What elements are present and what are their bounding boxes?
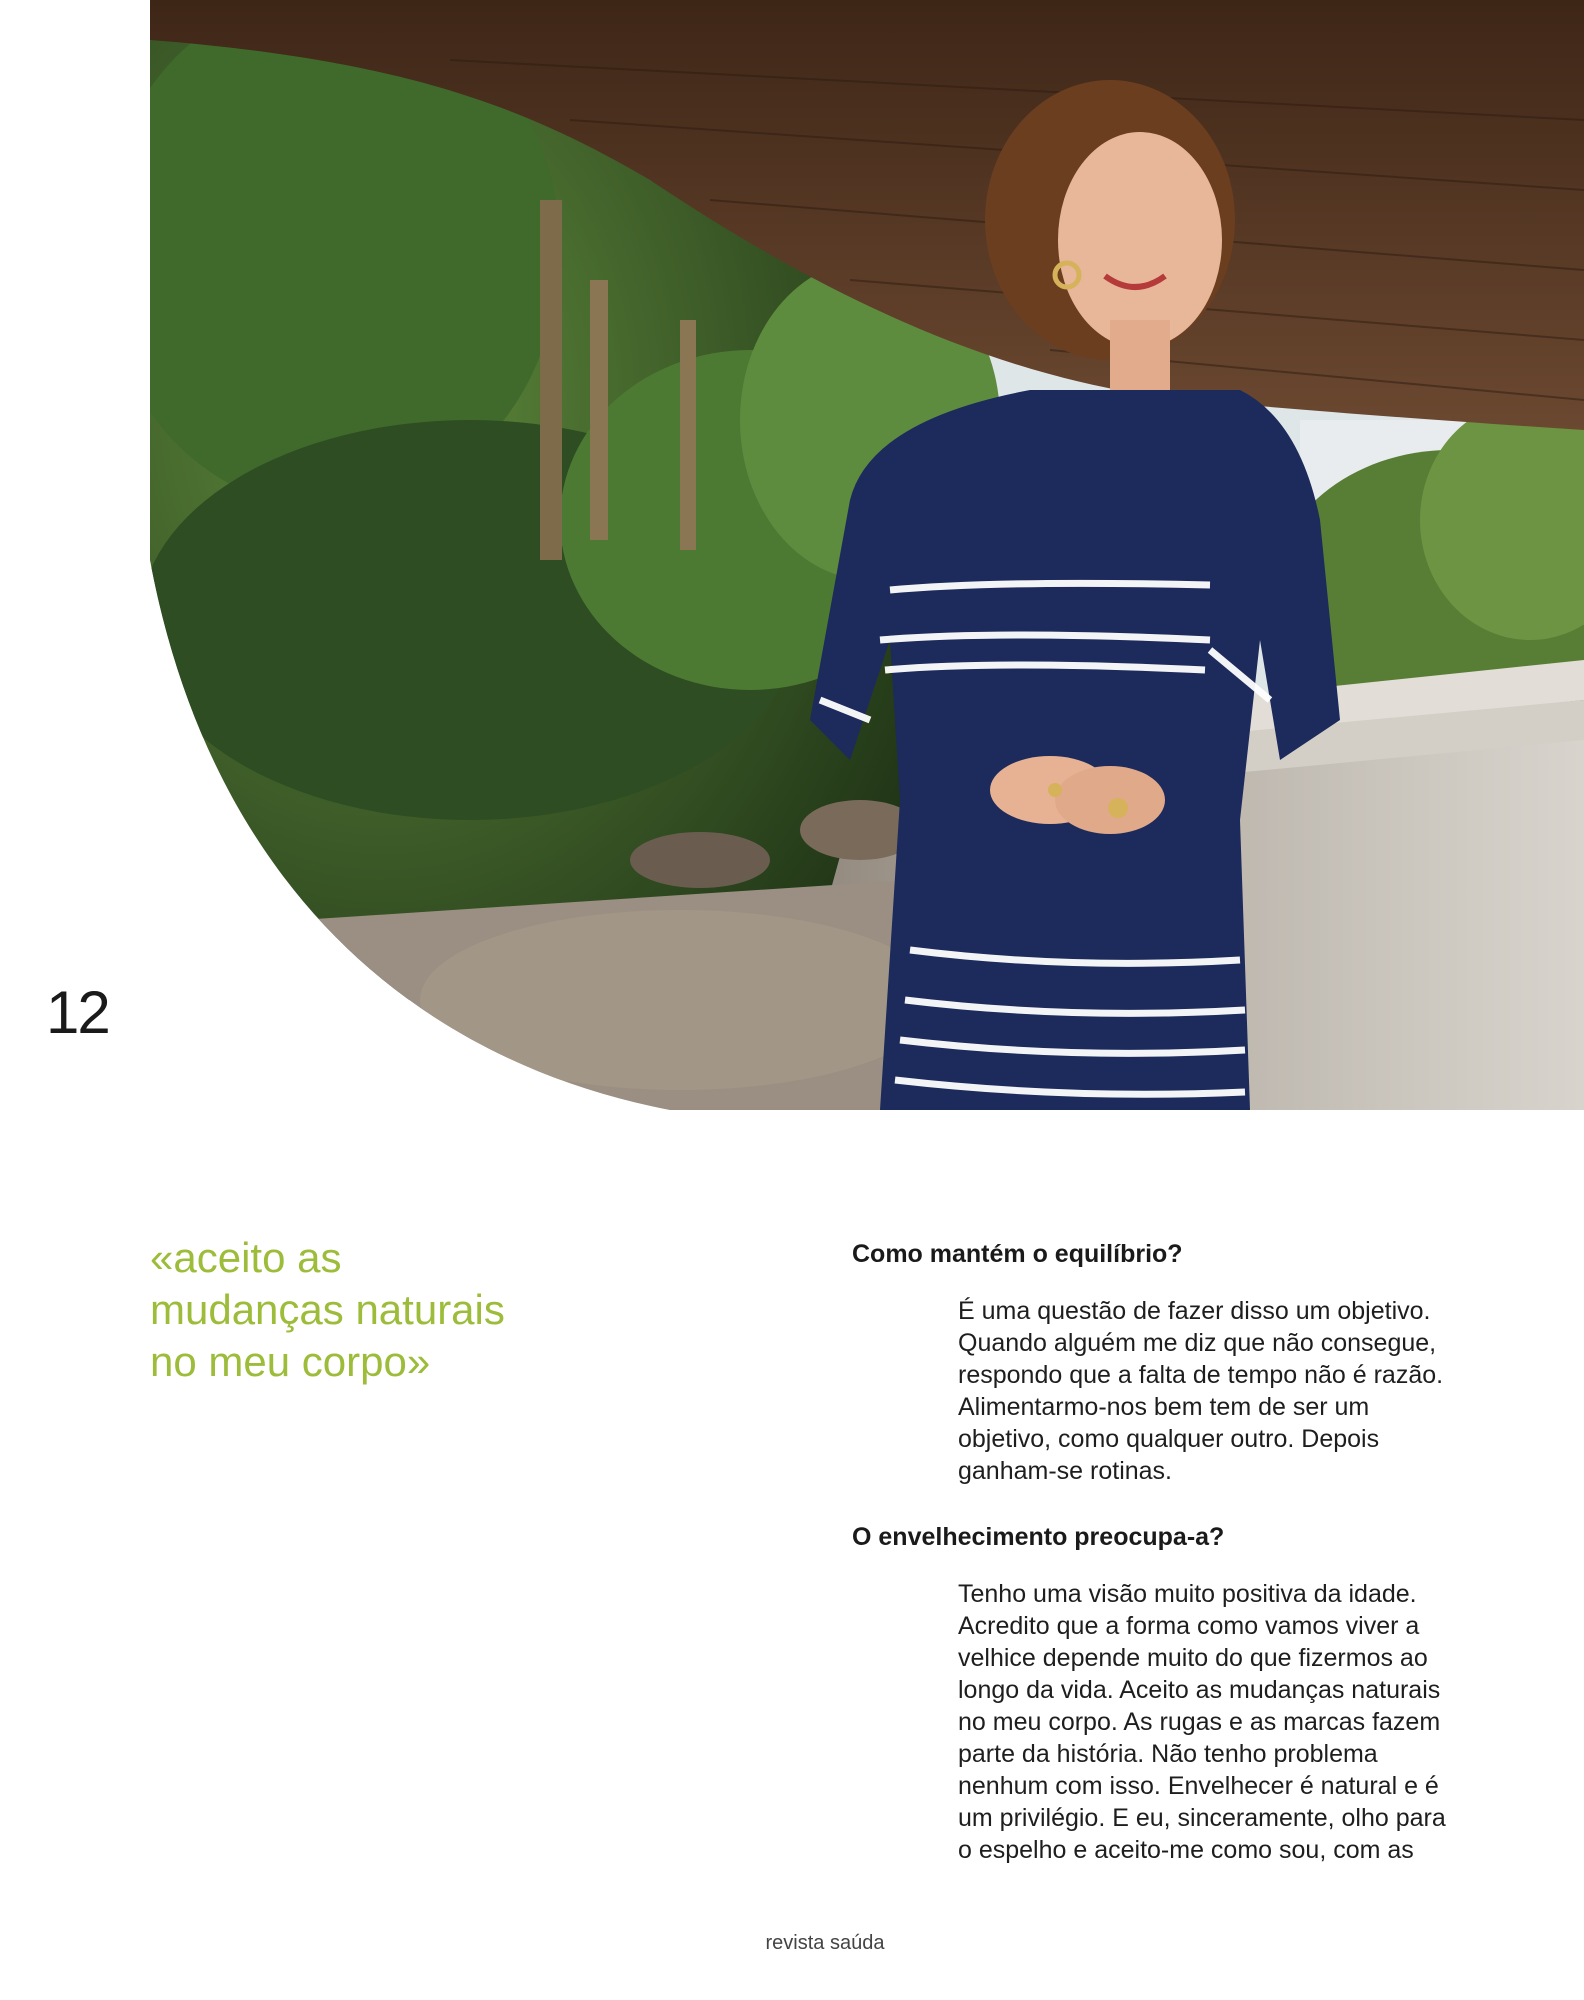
interview-answer xyxy=(958,1578,1512,1866)
answer-line: o espelho e aceito-me como sou, com as xyxy=(958,1836,1414,1864)
pull-quote-line: no meu corpo» xyxy=(150,1338,431,1385)
answer-line: longo da vida. Aceito as mudanças naturais xyxy=(958,1676,1441,1704)
answer-line: objetivo, como qualquer outro. Depois xyxy=(958,1425,1380,1453)
footer xyxy=(0,1932,1584,1955)
answer-line: um privilégio. E eu, sinceramente, olho para xyxy=(958,1804,1446,1832)
answer-line: parte da história. Não tenho problema xyxy=(958,1740,1378,1768)
answer-line: Tenho uma visão muito positiva da idade. xyxy=(958,1580,1417,1608)
pull-quote-line: mudanças naturais xyxy=(150,1286,505,1333)
interview-column xyxy=(852,1240,1512,1902)
publication-name: revista saúda xyxy=(765,1932,885,1954)
answer-line: Alimentarmo-nos bem tem de ser um xyxy=(958,1393,1370,1421)
answer-line: no meu corpo. As rugas e as marcas fazem xyxy=(958,1708,1441,1736)
page-number: 12 xyxy=(46,979,109,1046)
hero-photo xyxy=(150,0,1584,1110)
answer-line: Quando alguém me diz que não consegue, xyxy=(958,1329,1437,1357)
pull-quote-line: «aceito as xyxy=(150,1234,342,1281)
portrait-photo-image xyxy=(150,0,1584,1110)
answer-line: Acredito que a forma como vamos viver a xyxy=(958,1612,1420,1640)
interview-question: Como mantém o equilíbrio? xyxy=(852,1240,1183,1268)
answer-line: nenhum com isso. Envelhecer é natural e é xyxy=(958,1772,1439,1800)
interview-answer xyxy=(958,1295,1512,1487)
answer-line: É uma questão de fazer disso um objetivo. xyxy=(958,1297,1431,1325)
answer-line: velhice depende muito do que fizermos ao xyxy=(958,1644,1428,1672)
answer-line: ganham-se rotinas. xyxy=(958,1457,1173,1485)
interview-question: O envelhecimento preocupa-a? xyxy=(852,1523,1225,1551)
pull-quote xyxy=(150,1232,670,1388)
answer-line: respondo que a falta de tempo não é razão. xyxy=(958,1361,1444,1389)
